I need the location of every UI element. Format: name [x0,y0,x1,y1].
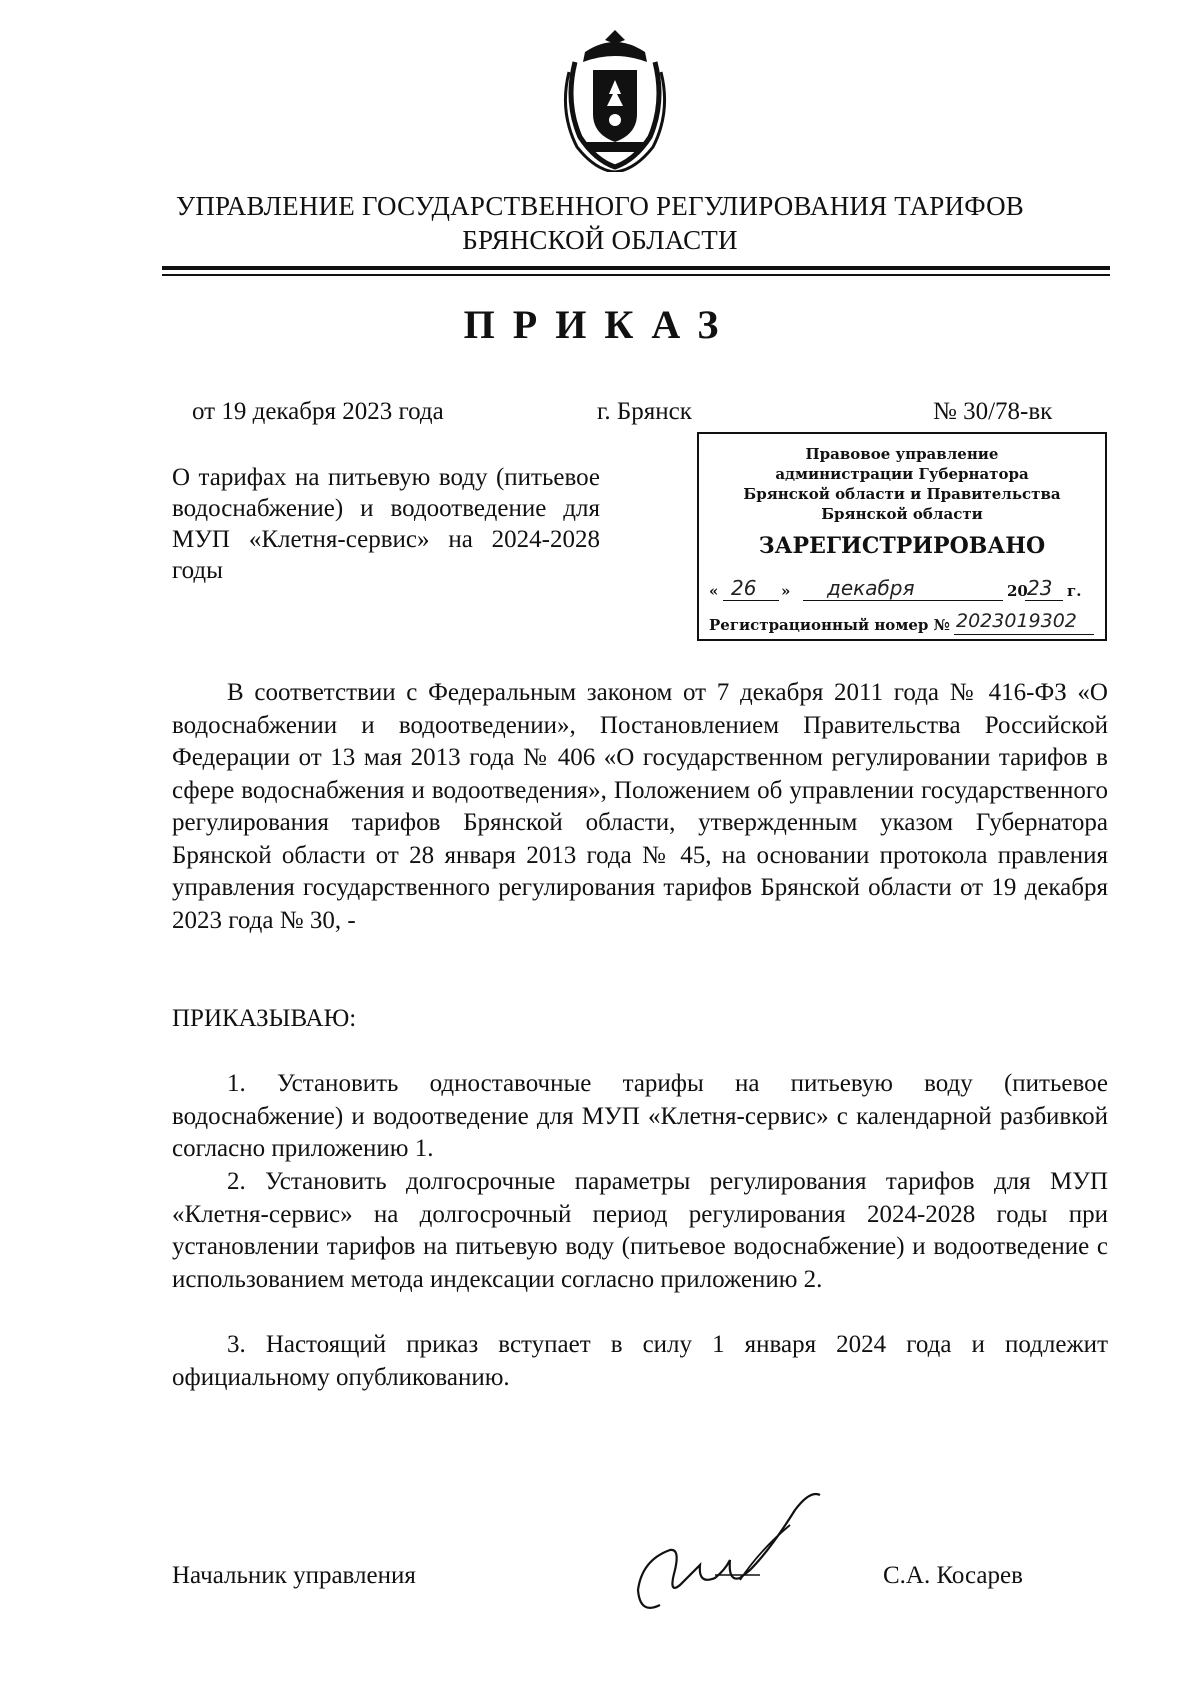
stamp-reg-label: Регистрационный номер № [709,616,950,634]
document-title: ПРИКАЗ [463,302,737,347]
stamp-month: декабря [827,576,915,600]
preamble-paragraph: В соответствии с Федеральным законом от 7 декабря 2011 года № 416-ФЗ «О водоснабжении и водоотведении», Постановлением Правительства Российской Федерации от 13 мая 2013 года № 406 «О государственном регулировании тарифов в сфере водоснабжения и водоотведения», Положением об управлении государственного регулирования тарифов Брянской области, утвержденным указом Губернатора Брянской области от 28 января 2013 года № 45, на основании протокола правления управления государственного регулирования тарифов Брянской области от 19 декабря 2023 года № 30, - [172,679,1108,934]
stamp-year: 23 [1027,576,1053,600]
stamp-line: администрации Губернатора [775,465,1029,483]
handwritten-signature [620,1490,850,1620]
stamp-line: Брянской области [821,505,983,523]
stamp-year-unit: г. [1067,582,1082,600]
registration-stamp [697,432,1107,641]
organization-name-line1: УПРАВЛЕНИЕ ГОСУДАРСТВЕННОГО РЕГУЛИРОВАНИЯ ТАРИФОВ [176,191,1024,221]
order-city: г. Брянск [597,398,692,425]
header-divider-thick [162,266,1110,270]
coat-of-arms-emblem [555,22,675,172]
stamp-quote-open: « [709,582,719,600]
stamp-day: 26 [731,576,757,600]
stamp-date-row [709,576,1099,606]
order-item: 3. Настоящий приказ вступает в силу 1 января 2024 года и подлежит официальному опубликованию. [172,1331,1108,1391]
order-item: 2. Установить долгосрочные параметры регулирования тарифов для МУП «Клетня-сервис» на долгосрочный период регулирования 2024-2028 годы при установлении тарифов на питьевую воду (питьевое водоснабжение) и водоотведение с использованием метода индексации согласно приложению 2. [172,1168,1108,1293]
stamp-year-prefix: 20 [1007,582,1028,600]
order-word: ПРИКАЗЫВАЮ: [172,1005,357,1032]
header-divider-thin [162,274,1110,276]
stamp-line: Брянской области и Правительства [743,485,1061,503]
order-number: № 30/78-вк [933,398,1053,425]
order-subject: О тарифах на питьевую воду (питьевое водоснабжение) и водоотведение для МУП «Клетня-сервис» на 2024-2028 годы [172,464,600,584]
stamp-registered: ЗАРЕГИСТРИРОВАНО [758,533,1046,559]
stamp-reg-row [709,612,1099,638]
order-item: 1. Установить одноставочные тарифы на питьевую воду (питьевое водоснабжение) и водоотведение для МУП «Клетня-сервис» с календарной разбивкой согласно приложению 1. [172,1070,1108,1162]
organization-name-line2: БРЯНСКОЙ ОБЛАСТИ [462,225,738,255]
stamp-quote-close: » [781,582,791,600]
signatory-name: С.А. Косарев [883,1562,1023,1589]
signatory-position: Начальник управления [172,1562,416,1589]
order-date: от 19 декабря 2023 года [192,398,444,425]
stamp-reg-number: 2023019302 [956,610,1077,632]
stamp-line: Правовое управление [805,445,999,463]
